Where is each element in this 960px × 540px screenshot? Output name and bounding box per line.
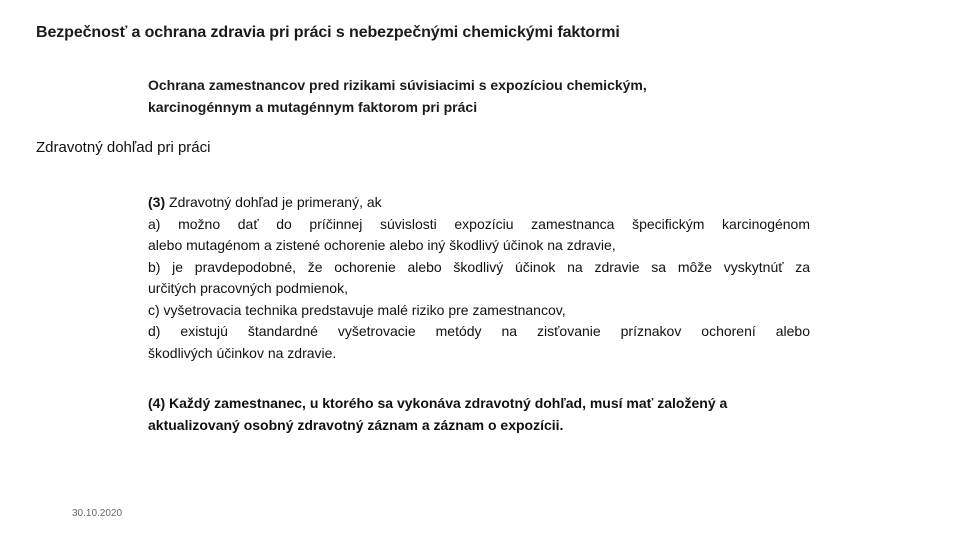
para3-item-c-line1: c) vyšetrovacia technika predstavuje malé riziko pre zamestnancov, [148,301,566,318]
para3-item-d-line1: d) existujú štandardné vyšetrovacie metódy na zisťovanie príznakov ochorení alebo [148,323,810,339]
footer-date: 30.10.2020 [72,508,123,519]
slide-subtitle [148,74,748,118]
section-heading: Zdravotný dohľad pri práci [36,139,211,156]
subtitle-line-1: Ochrana zamestnancov pred rizikami súvisiacimi s expozíciou chemickým, [148,77,647,93]
para3-item-a-line1: a) možno dať do príčinnej súvislosti expozíciu zamestnanca špecifickým karcinogénom [148,215,810,232]
para3-intro: Zdravotný dohľad je primeraný, ak [165,194,382,210]
para3-item-b-line1: b) je pravdepodobné, že ochorenie alebo škodlivý účinok na zdravie sa môže vyskytnúť za [148,258,810,275]
paragraph-3 [148,192,810,364]
subtitle-line-2: karcinogénnym a mutagénnym faktorom pri práci [148,99,478,115]
para3-item-a-line2: alebo mutagénom a zistené ochorenie alebo iný škodlivý účinok na zdravie, [148,237,616,253]
paragraph-4 [148,393,808,436]
slide-title: Bezpečnosť a ochrana zdravia pri práci s nebezpečnými chemickými faktormi [36,24,620,41]
para3-item-b-line2: určitých pracovných podmienok, [148,280,348,296]
para3-item-d-line2: škodlivých účinkov na zdravie. [148,344,337,361]
para3-number: (3) [148,194,166,210]
para4-line-2: aktualizovaný osobný zdravotný záznam a záznam o expozícii. [148,416,564,433]
para4-line-1: (4) Každý zamestnanec, u ktorého sa vykonáva zdravotný dohľad, musí mať založený a [148,395,728,411]
para3-intro-line [148,192,810,214]
